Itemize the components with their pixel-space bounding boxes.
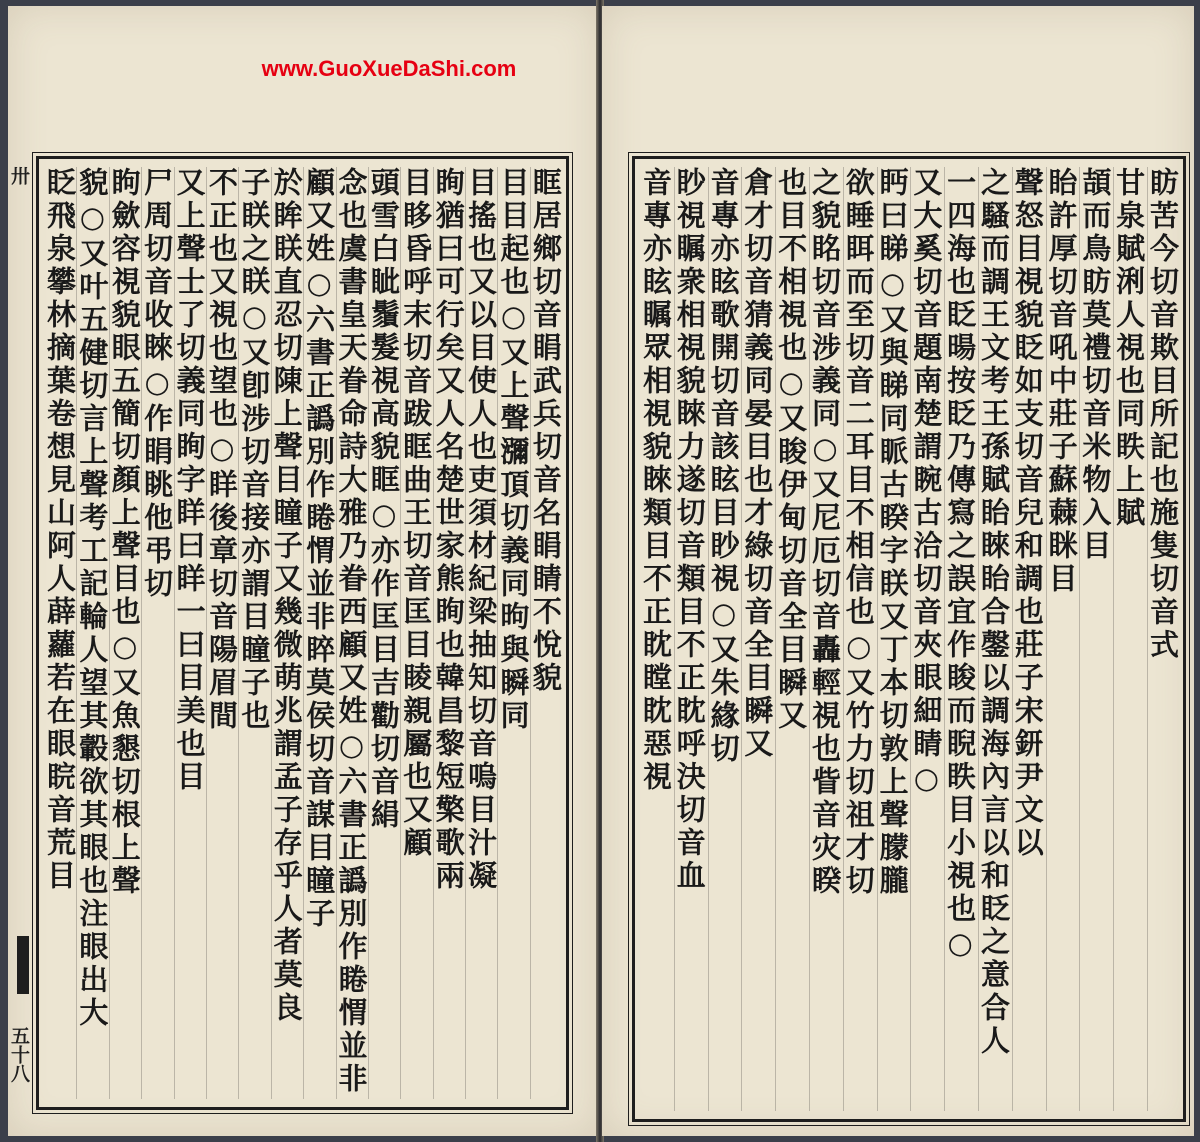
- left-page: [8, 6, 598, 1136]
- text-column: 貌○又叶五健切言上聲考工記輪人望其轂欲其眼也注眼出大: [76, 167, 106, 1099]
- text-column: 之騷而調王文考王孫賦眙睞眙合鏧以調海內言以和眨之意合人: [978, 167, 1008, 1111]
- text-column: 又大奚切音題南楚謂睕古洽切音夾眼細睛○: [910, 167, 940, 1111]
- text-column: 目搖也又以目使人也吏須材紀梁抽知切音嗚目汁凝: [465, 167, 495, 1099]
- text-column: 眄曰睇○又與睇同眽古睽字眹又丁本切敦上聲朦朧: [877, 167, 907, 1111]
- right-page: [602, 6, 1194, 1136]
- text-column: 眙許厚切音吼中莊子蘇蕀眯目: [1046, 167, 1076, 1111]
- text-column: 眴猶曰可行矣又人名楚世家熊眴也韓昌黎短檠歌兩: [433, 167, 463, 1099]
- page-number: 五十八: [8, 1026, 30, 1083]
- text-column: 甘泉賦浰人視也同眣上賦: [1113, 167, 1143, 1111]
- left-text-frame: [36, 156, 569, 1110]
- text-column: 於眸眹直忍切陳上聲目瞳子又幾微萌兆謂孟子存乎人者莫良: [271, 167, 301, 1099]
- page-margin-label: 卅: [8, 166, 30, 185]
- right-text-frame: [632, 156, 1186, 1122]
- text-column: 音專亦眩瞩眾相視貌睞類目不正眈瞠眈惡視: [639, 167, 673, 794]
- left-text-columns: [39, 159, 566, 1107]
- right-text-columns: [635, 159, 1183, 1119]
- text-column: 目目起也○又上聲瀰頂切義同昫與瞬同: [497, 167, 527, 1099]
- text-column: 眆苦今切音欺目所記也施隻切音式: [1147, 167, 1177, 1111]
- text-column: 聲怒目視貌眨如支切音兒和調也莊子宋鈃尹文以: [1012, 167, 1042, 1111]
- watermark-url: www.GuoXueDaShi.com: [261, 56, 517, 81]
- text-column: 眨飛泉攀林摘葉卷想見山阿人薜蘿若在眼睆音荒目: [43, 167, 77, 893]
- text-column: 又上聲士了切義同眴字眻曰眻一曰目美也目: [174, 167, 204, 1099]
- text-column: 也目不相視也○又睃伊甸切音全目瞬又: [775, 167, 805, 1111]
- text-column: 欲睡眲而至切音二耳目不相信也○又竹力切祖才切: [843, 167, 873, 1111]
- text-column: 倉才切音猜義同晏目也才綠切音全目瞬又: [741, 167, 771, 1111]
- text-column: 眗歛容視貌眼五簡切顏上聲目也○又魚懇切根上聲: [109, 167, 139, 1099]
- text-column: 子眹之眹○又卽涉切音接亦謂目瞳子也: [238, 167, 268, 1099]
- fold-marker: [17, 936, 29, 994]
- text-column: 目眵昏呼末切音跋眶曲王切音匡目睖親屬也又顧: [400, 167, 430, 1099]
- text-column: 念也虞書皇天眷命詩大雅乃眷西顧又姓○六書正譌別作睠㥜並非: [336, 167, 366, 1099]
- text-column: 眇視瞩衆相視貌睞力遂切音類目不正眈呼決切音血: [674, 167, 704, 1111]
- text-column: 一四海也眨暘按眨乃傳寫之誤宜作睃而睨眣目小視也○: [944, 167, 974, 1111]
- text-column: 眶居鄉切音睊武兵切音名睊睛不悅貌: [530, 167, 560, 1099]
- text-column: 音專亦眩歌開切音該眩目眇視○又朱緣切: [708, 167, 738, 1111]
- text-column: 顧又姓○六書正譌別作睠㥜並非睟莫侯切音謀目瞳子: [303, 167, 333, 1099]
- text-column: 頡而鳥眆莫禮切音米物入目: [1079, 167, 1109, 1111]
- text-column: 尸周切音收睞○作睊眺他弔切: [141, 167, 171, 1099]
- text-column: 不正也又視也望也○眻後章切音陽眉間: [206, 167, 236, 1099]
- text-column: 頭雪白眦鬚髮視高貌眶○亦作匡目吉勸切音絹: [368, 167, 398, 1099]
- text-column: 之貌眳切音涉義同○又尼厄切音轟輕視也眥音灾睽: [809, 167, 839, 1111]
